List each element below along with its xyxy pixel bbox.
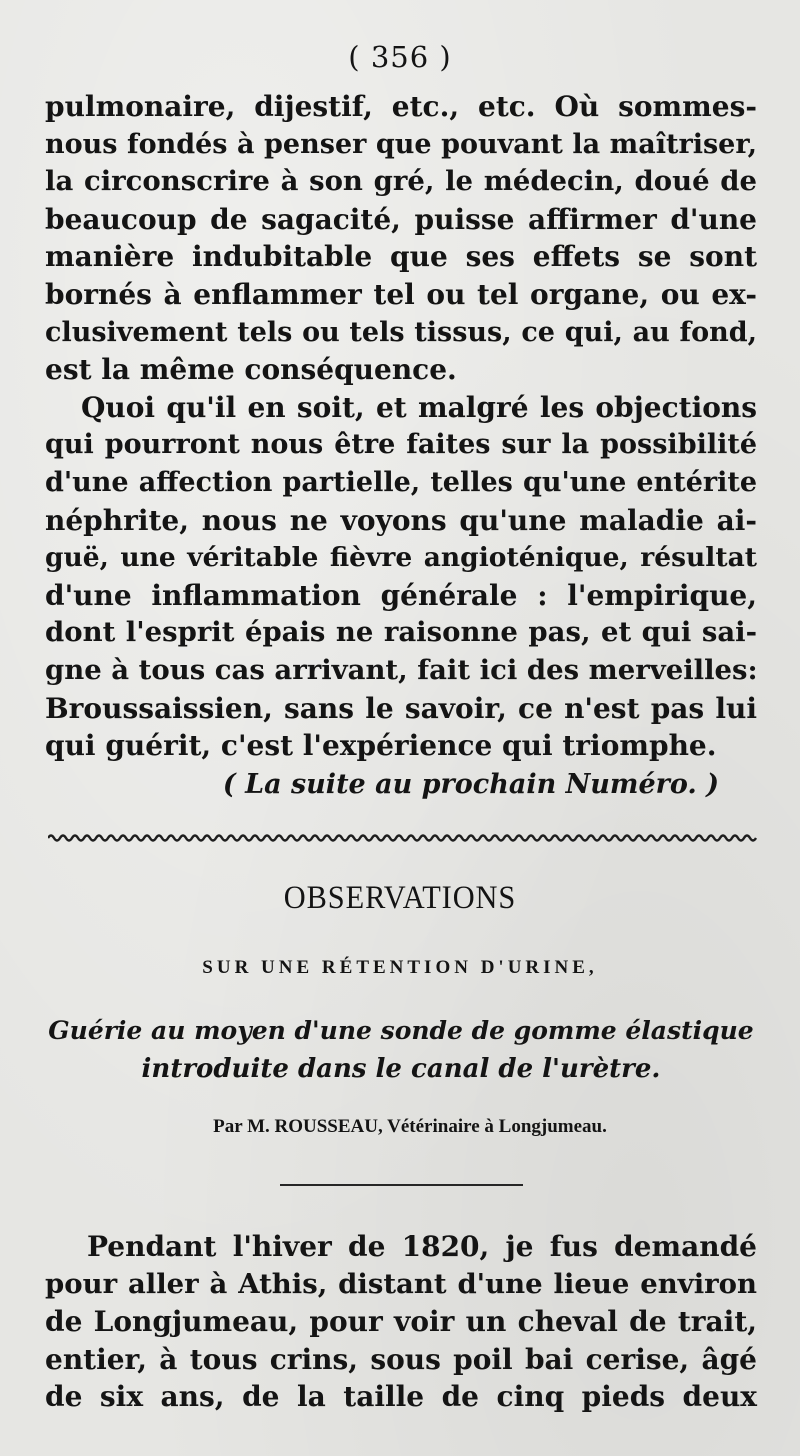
- text-line: d'une affection partielle, telles qu'une entérite: [45, 466, 757, 498]
- text-line: dont l'esprit épais ne raisonne pas, et qui sai-: [45, 616, 757, 649]
- text-line: qui guérit, c'est l'expérience qui triomphe.: [45, 729, 717, 763]
- text-line: de Longjumeau, pour voir un cheval de trait,: [45, 1305, 757, 1339]
- text-line: entier, à tous crins, sous poil bai cerise, âgé: [45, 1342, 757, 1376]
- text-line: la circonscrire à son gré, le médecin, doué de: [45, 165, 757, 198]
- text-line: pulmonaire, dijestif, etc., etc. Où sommes-: [45, 90, 757, 123]
- body-text-bottom: [45, 1228, 757, 1416]
- page-number: ( 356 ): [348, 40, 452, 74]
- text-line: gne à tous cas arrivant, fait ici des merveilles:: [45, 653, 758, 686]
- article-title: OBSERVATIONS: [283, 880, 517, 916]
- text-line: pour aller à Athis, distant d'une lieue environ: [45, 1267, 757, 1300]
- text-line: nous fondés à penser que pouvant la maîtriser,: [45, 128, 757, 160]
- text-line: manière indubitable que ses effets se sont: [45, 240, 757, 274]
- text-line: qui pourront nous être faites sur la possibilité: [45, 429, 757, 461]
- body-text-top: [45, 88, 757, 805]
- continuation-note: ( La suite au prochain Numéro. ): [222, 768, 719, 800]
- text-line: beaucoup de sagacité, puisse affirmer d'une: [45, 202, 757, 236]
- text-line: guë, une véritable fièvre angioténique, résultat: [45, 542, 757, 574]
- short-divider: [280, 1184, 523, 1186]
- text-line: Pendant l'hiver de 1820, je fus demandé: [87, 1230, 757, 1263]
- article-subtitle: SUR UNE RÉTENTION D'URINE,: [202, 957, 598, 978]
- article-author: Par M. ROUSSEAU, Vétérinaire à Longjumeau.: [213, 1116, 607, 1137]
- text-line: néphrite, nous ne voyons qu'une maladie ai-: [45, 503, 757, 537]
- description-line: introduite dans le canal de l'urètre.: [141, 1054, 661, 1084]
- text-line: bornés à enflammer tel ou tel organe, ou ex-: [45, 277, 757, 311]
- wavy-divider: [48, 832, 758, 844]
- description-line: Guérie au moyen d'une sonde de gomme élastique: [48, 1016, 754, 1045]
- text-line: d'une inflammation générale : l'empirique,: [45, 578, 757, 612]
- text-line: est la même conséquence.: [45, 353, 457, 387]
- text-line: Broussaissien, sans le savoir, ce n'est pas lui: [45, 691, 757, 725]
- text-line: clusivement tels ou tels tissus, ce qui, au fond,: [45, 316, 757, 348]
- text-line: de six ans, de la taille de cinq pieds deux: [45, 1380, 757, 1414]
- article-description: [45, 1012, 757, 1088]
- text-line: Quoi qu'il en soit, et malgré les objections: [81, 390, 757, 424]
